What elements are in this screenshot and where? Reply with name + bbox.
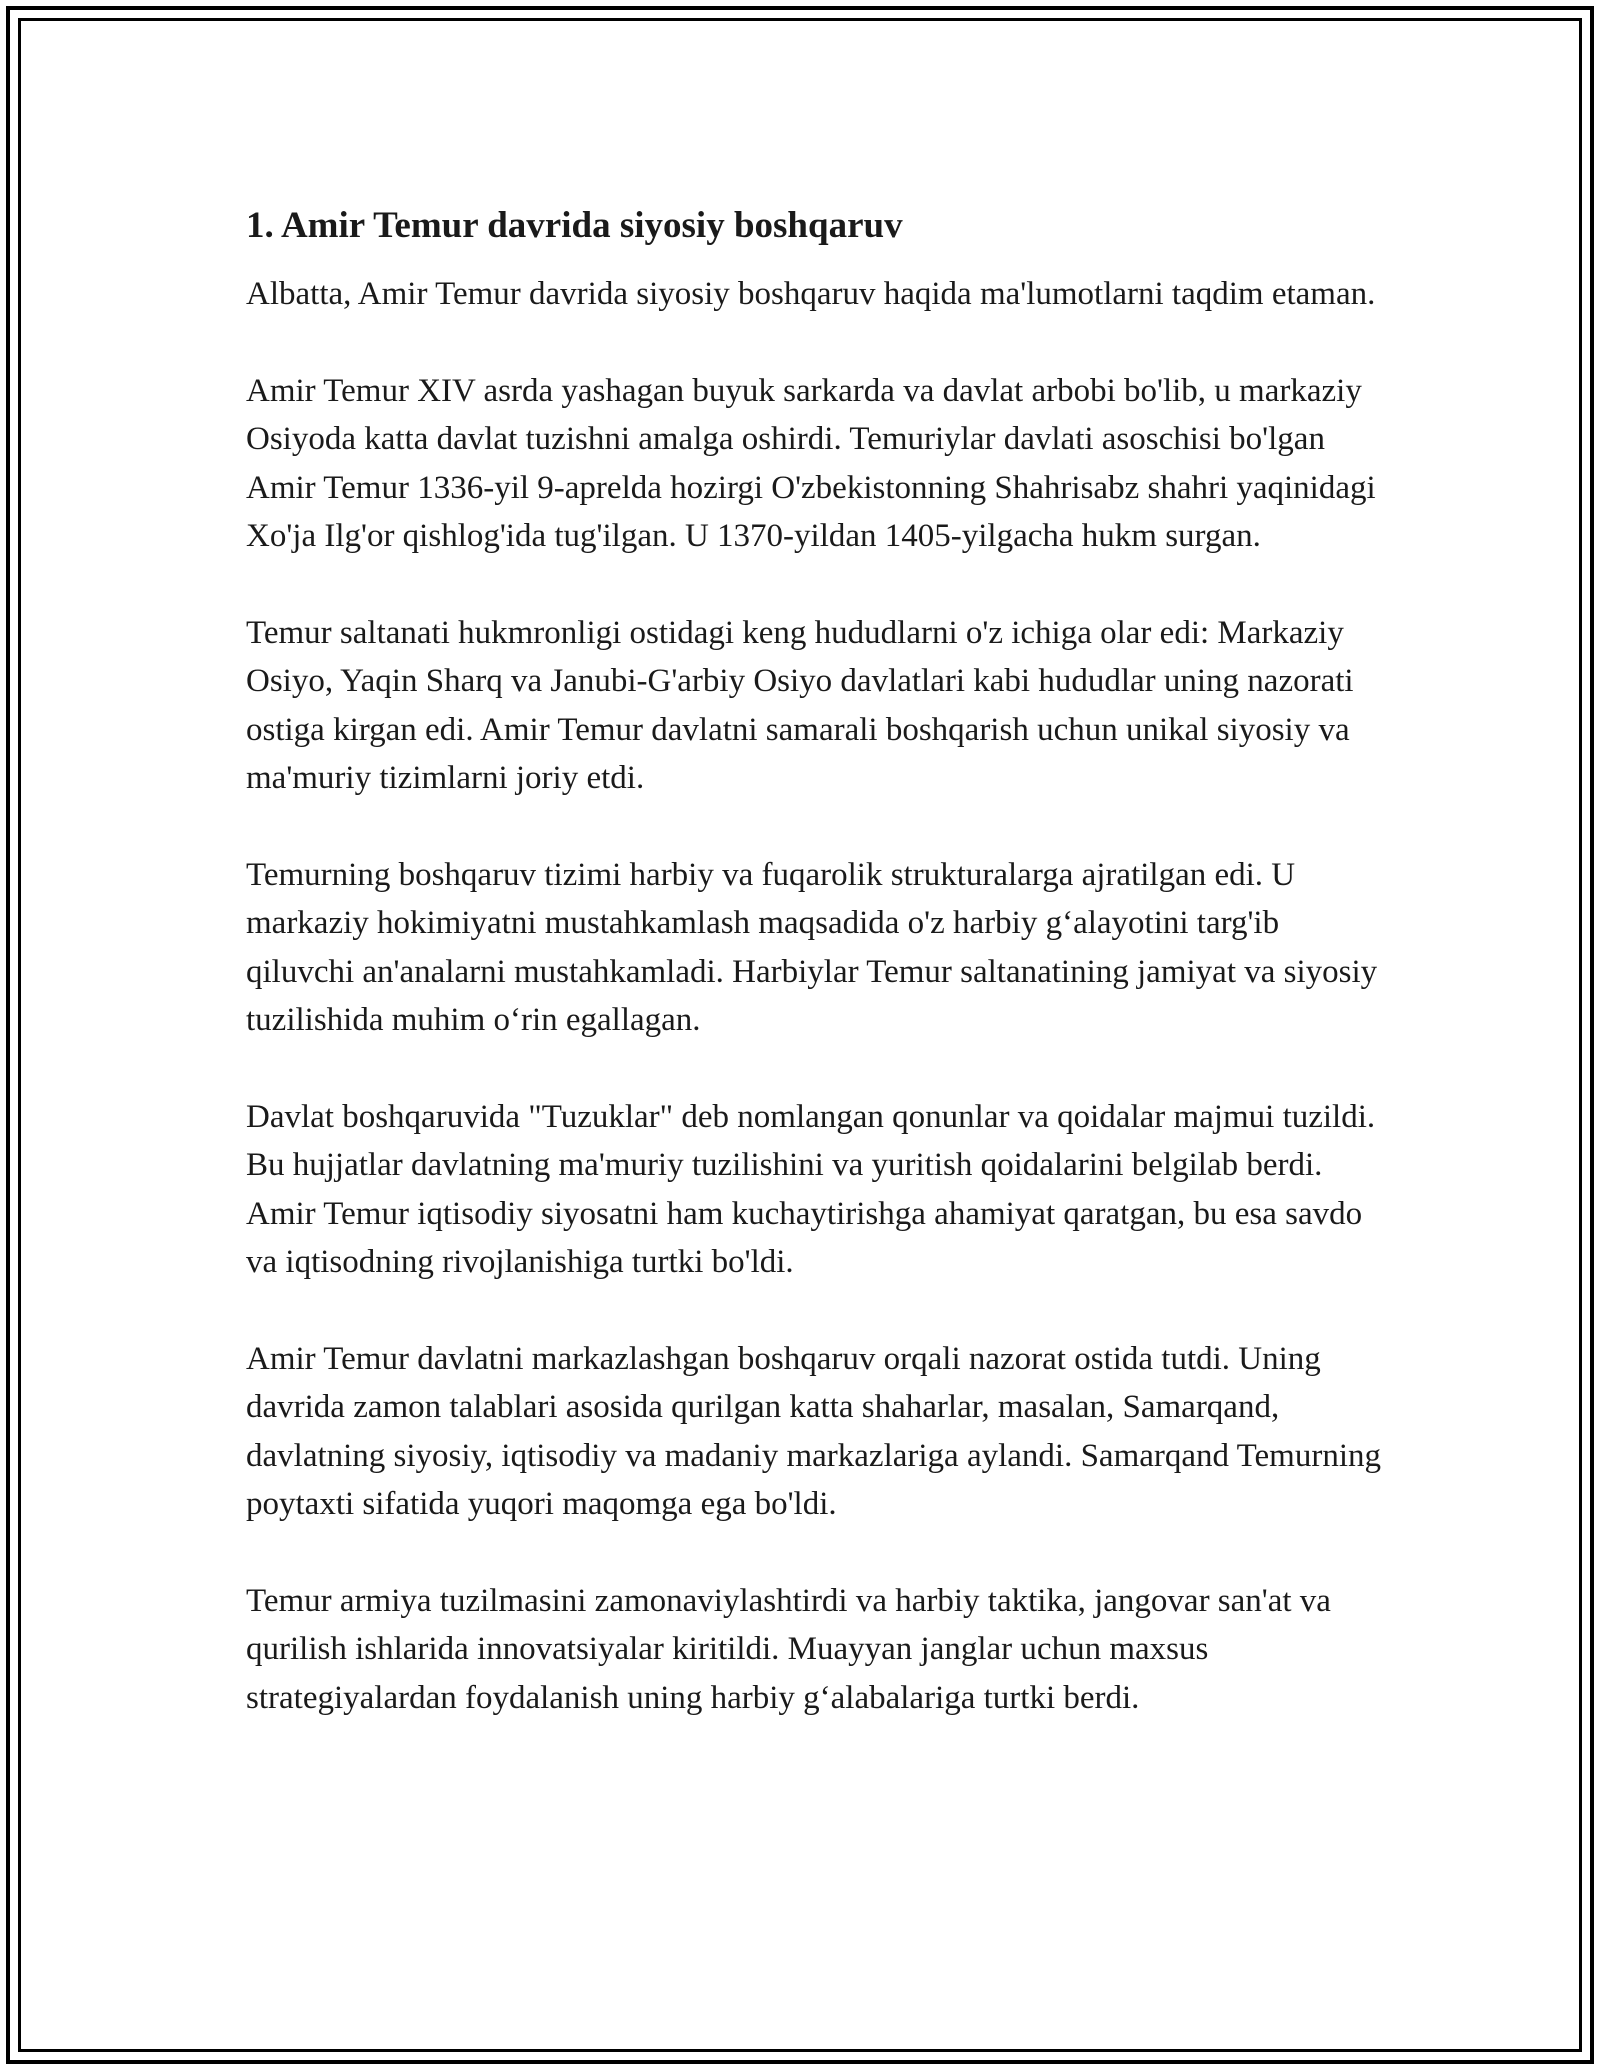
section-heading: 1. Amir Temur davrida siyosiy boshqaruv — [246, 205, 903, 246]
paragraph-territories: Temur saltanati hukmronligi ostidagi keng hududlarni o'z ichiga olar edi: Markaziy Osiyo, Yaqin Sharq va Janubi-G'arbiy Osiyo davlatlari kabi hududlar uning nazorati ostiga kirgan edi. Amir Temur davlatni samarali boshqarish uchun unikal siyosiy va ma'muriy tizimlarni joriy etdi. — [246, 614, 1354, 796]
page-frame — [6, 6, 1594, 2064]
document-body — [246, 198, 1386, 1722]
paragraph-army: Temur armiya tuzilmasini zamonaviylashtirdi va harbiy taktika, jangovar san'at va qurilish ishlarida innovatsiyalar kiritildi. Muayyan janglar uchun maxsus strategiyalardan foydalanish uning harbiy g‘alabalariga turtki berdi. — [246, 1582, 1331, 1716]
paragraph-tuzuklar: Davlat boshqaruvida "Tuzuklar" deb nomlangan qonunlar va qoidalar majmui tuzildi. Bu hujjatlar davlatning ma'muriy tuzilishini va yuritish qoidalarini belgilab berdi. Amir Temur iqtisodiy siyosatni ham kuchaytirishga ahamiyat qaratgan, bu esa savdo va iqtisodning rivojlanishiga turtki bo'ldi. — [246, 1098, 1376, 1280]
paragraph-intro: Albatta, Amir Temur davrida siyosiy boshqaruv haqida ma'lumotlarni taqdim etaman. — [246, 276, 1376, 312]
paragraph-biography: Amir Temur XIV asrda yashagan buyuk sarkarda va davlat arbobi bo'lib, u markaziy Osiyoda katta davlat tuzishni amalga oshirdi. Temuriylar davlati asoschisi bo'lgan Amir Temur 1336-yil 9-aprelda hozirgi O'zbekistonning Shahrisabz shahri yaqinidagi Xo'ja Ilg'or qishlog'ida tug'ilgan. U 1370-yildan 1405-yilgacha hukm surgan. — [246, 372, 1376, 554]
paragraph-centralization: Amir Temur davlatni markazlashgan boshqaruv orqali nazorat ostida tutdi. Uning davrida zamon talablari asosida qurilgan katta shaharlar, masalan, Samarqand, davlatning siyosiy, iqtisodiy va madaniy markazlariga aylandi. Samarqand Temurning poytaxti sifatida yuqori maqomga ega bo'ldi. — [246, 1340, 1382, 1522]
paragraph-governance-system: Temurning boshqaruv tizimi harbiy va fuqarolik strukturalarga ajratilgan edi. U markaziy hokimiyatni mustahkamlash maqsadida o'z harbiy g‘alayotini targ'ib qiluvchi an'analarni mustahkamladi. Harbiylar Temur saltanatining jamiyat va siyosiy tuzilishida muhim o‘rin egallagan. — [246, 856, 1378, 1038]
